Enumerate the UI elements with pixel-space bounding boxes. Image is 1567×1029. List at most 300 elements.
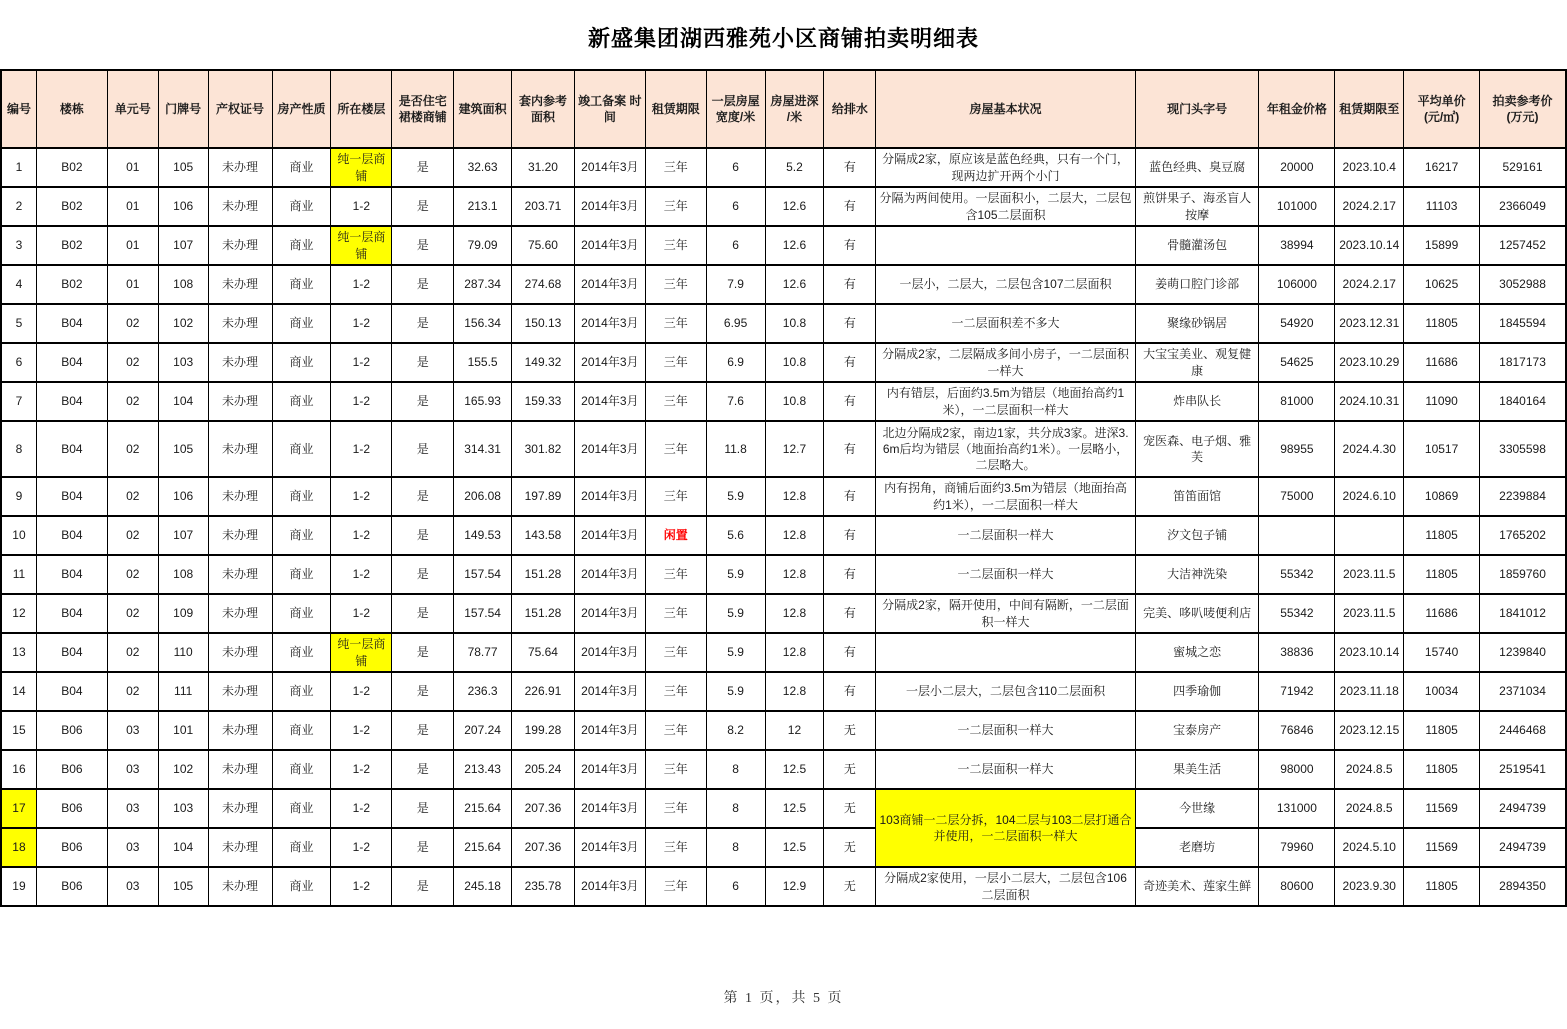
cell-floor: 1-2 bbox=[331, 187, 392, 226]
table-row bbox=[1, 421, 1566, 477]
cell-inner-area: 207.36 bbox=[512, 828, 575, 867]
cell-door: 111 bbox=[158, 672, 208, 711]
header-avg-price: 平均单价 (元/㎡) bbox=[1404, 70, 1480, 148]
cell-id: 1 bbox=[1, 148, 36, 187]
cell-nature: 商业 bbox=[272, 867, 331, 906]
cell-lease-until: 2024.5.10 bbox=[1335, 828, 1404, 867]
cell-unit: 01 bbox=[107, 226, 158, 265]
cell-rent: 75000 bbox=[1259, 477, 1335, 516]
cell-id: 2 bbox=[1, 187, 36, 226]
cell-completion: 2014年3月 bbox=[574, 828, 645, 867]
cell-ref-price: 1845594 bbox=[1480, 304, 1566, 343]
cell-id: 18 bbox=[1, 828, 36, 867]
cell-condition: 分隔成2家，隔开使用，中间有隔断，一二层面积一样大 bbox=[876, 594, 1135, 633]
cell-lease-until: 2023.12.31 bbox=[1335, 304, 1404, 343]
cell-rent: 106000 bbox=[1259, 265, 1335, 304]
table-row bbox=[1, 867, 1566, 906]
cell-lease-until: 2024.2.17 bbox=[1335, 265, 1404, 304]
cell-drainage: 有 bbox=[824, 343, 876, 382]
cell-id: 4 bbox=[1, 265, 36, 304]
cell-depth: 12.8 bbox=[765, 633, 824, 672]
cell-building: B06 bbox=[36, 711, 107, 750]
table-row bbox=[1, 633, 1566, 672]
cell-id: 3 bbox=[1, 226, 36, 265]
cell-nature: 商业 bbox=[272, 304, 331, 343]
cell-nature: 商业 bbox=[272, 477, 331, 516]
header-row bbox=[1, 70, 1566, 148]
cell-depth: 12.8 bbox=[765, 516, 824, 555]
cell-nature: 商业 bbox=[272, 226, 331, 265]
header-rent: 年租金价格 bbox=[1259, 70, 1335, 148]
cell-inner-area: 203.71 bbox=[512, 187, 575, 226]
cell-drainage: 有 bbox=[824, 594, 876, 633]
cell-area: 206.08 bbox=[454, 477, 512, 516]
cell-inner-area: 143.58 bbox=[512, 516, 575, 555]
cell-nature: 商业 bbox=[272, 555, 331, 594]
cell-id: 10 bbox=[1, 516, 36, 555]
cell-drainage: 有 bbox=[824, 672, 876, 711]
cell-drainage: 有 bbox=[824, 555, 876, 594]
cell-shop-name: 奇迹美术、莲家生鲜 bbox=[1135, 867, 1259, 906]
cell-unit: 02 bbox=[107, 516, 158, 555]
cell-drainage: 有 bbox=[824, 516, 876, 555]
cell-lease-until: 2023.10.14 bbox=[1335, 226, 1404, 265]
cell-condition bbox=[876, 633, 1135, 672]
cell-podium: 是 bbox=[392, 828, 454, 867]
cell-door: 104 bbox=[158, 828, 208, 867]
header-area: 建筑面积 bbox=[454, 70, 512, 148]
cell-inner-area: 151.28 bbox=[512, 594, 575, 633]
cell-building: B04 bbox=[36, 343, 107, 382]
cell-width: 5.6 bbox=[706, 516, 765, 555]
cell-building: B04 bbox=[36, 304, 107, 343]
cell-floor: 1-2 bbox=[331, 265, 392, 304]
cell-id: 13 bbox=[1, 633, 36, 672]
header-id: 编号 bbox=[1, 70, 36, 148]
cell-avg-price: 10625 bbox=[1404, 265, 1480, 304]
cell-depth: 12.7 bbox=[765, 421, 824, 477]
cell-rent: 81000 bbox=[1259, 382, 1335, 421]
table-row bbox=[1, 148, 1566, 187]
cell-area: 314.31 bbox=[454, 421, 512, 477]
cell-inner-area: 205.24 bbox=[512, 750, 575, 789]
cell-rent: 76846 bbox=[1259, 711, 1335, 750]
cell-door: 107 bbox=[158, 226, 208, 265]
cell-podium: 是 bbox=[392, 187, 454, 226]
cell-building: B04 bbox=[36, 516, 107, 555]
cell-depth: 10.8 bbox=[765, 382, 824, 421]
cell-depth: 12 bbox=[765, 711, 824, 750]
table-row bbox=[1, 516, 1566, 555]
cell-lease-term: 三年 bbox=[645, 148, 706, 187]
cell-inner-area: 159.33 bbox=[512, 382, 575, 421]
cell-inner-area: 75.64 bbox=[512, 633, 575, 672]
cell-condition: 分隔为两间使用。一层面积小，二层大，二层包含105二层面积 bbox=[876, 187, 1135, 226]
cell-podium: 是 bbox=[392, 382, 454, 421]
cell-avg-price: 11569 bbox=[1404, 789, 1480, 828]
cell-cert: 未办理 bbox=[208, 828, 272, 867]
cell-rent: 131000 bbox=[1259, 789, 1335, 828]
cell-unit: 01 bbox=[107, 148, 158, 187]
cell-id: 6 bbox=[1, 343, 36, 382]
cell-lease-term: 三年 bbox=[645, 789, 706, 828]
cell-podium: 是 bbox=[392, 750, 454, 789]
cell-id: 5 bbox=[1, 304, 36, 343]
cell-shop-name: 完美、哆叭唛便利店 bbox=[1135, 594, 1259, 633]
cell-building: B02 bbox=[36, 226, 107, 265]
cell-drainage: 无 bbox=[824, 789, 876, 828]
table-row bbox=[1, 555, 1566, 594]
cell-area: 215.64 bbox=[454, 789, 512, 828]
cell-podium: 是 bbox=[392, 304, 454, 343]
cell-ref-price: 2894350 bbox=[1480, 867, 1566, 906]
cell-avg-price: 15740 bbox=[1404, 633, 1480, 672]
cell-podium: 是 bbox=[392, 633, 454, 672]
cell-condition: 分隔成2家使用，一层小二层大，二层包含106二层面积 bbox=[876, 867, 1135, 906]
cell-shop-name: 四季瑜伽 bbox=[1135, 672, 1259, 711]
cell-ref-price: 2494739 bbox=[1480, 789, 1566, 828]
cell-unit: 03 bbox=[107, 828, 158, 867]
cell-nature: 商业 bbox=[272, 711, 331, 750]
cell-podium: 是 bbox=[392, 477, 454, 516]
cell-building: B04 bbox=[36, 633, 107, 672]
cell-unit: 02 bbox=[107, 672, 158, 711]
cell-condition: 内有错层，后面约3.5m为错层（地面抬高约1米），一二层面积一样大 bbox=[876, 382, 1135, 421]
cell-completion: 2014年3月 bbox=[574, 750, 645, 789]
cell-completion: 2014年3月 bbox=[574, 672, 645, 711]
cell-building: B06 bbox=[36, 867, 107, 906]
cell-depth: 5.2 bbox=[765, 148, 824, 187]
cell-drainage: 有 bbox=[824, 187, 876, 226]
cell-door: 105 bbox=[158, 148, 208, 187]
cell-condition: 分隔成2家，二层隔成多间小房子，一二层面积一样大 bbox=[876, 343, 1135, 382]
cell-drainage: 有 bbox=[824, 148, 876, 187]
cell-ref-price: 3052988 bbox=[1480, 265, 1566, 304]
cell-shop-name: 蓝色经典、臭豆腐 bbox=[1135, 148, 1259, 187]
table-body bbox=[1, 148, 1566, 906]
table-row bbox=[1, 594, 1566, 633]
cell-condition: 一二层面积差不多大 bbox=[876, 304, 1135, 343]
cell-lease-term: 三年 bbox=[645, 672, 706, 711]
cell-floor: 1-2 bbox=[331, 382, 392, 421]
cell-completion: 2014年3月 bbox=[574, 226, 645, 265]
cell-inner-area: 150.13 bbox=[512, 304, 575, 343]
cell-completion: 2014年3月 bbox=[574, 633, 645, 672]
cell-floor: 1-2 bbox=[331, 516, 392, 555]
header-width: 一层房屋 宽度/米 bbox=[706, 70, 765, 148]
cell-completion: 2014年3月 bbox=[574, 477, 645, 516]
cell-unit: 03 bbox=[107, 750, 158, 789]
cell-area: 245.18 bbox=[454, 867, 512, 906]
cell-podium: 是 bbox=[392, 148, 454, 187]
cell-nature: 商业 bbox=[272, 265, 331, 304]
cell-drainage: 有 bbox=[824, 421, 876, 477]
cell-area: 149.53 bbox=[454, 516, 512, 555]
cell-building: B06 bbox=[36, 750, 107, 789]
table-row bbox=[1, 343, 1566, 382]
cell-lease-term: 三年 bbox=[645, 265, 706, 304]
cell-ref-price: 2446468 bbox=[1480, 711, 1566, 750]
cell-condition: 一二层面积一样大 bbox=[876, 555, 1135, 594]
cell-floor: 纯一层商铺 bbox=[331, 148, 392, 187]
cell-shop-name: 大宝宝美业、观复健康 bbox=[1135, 343, 1259, 382]
cell-shop-name: 汐文包子铺 bbox=[1135, 516, 1259, 555]
header-nature: 房产性质 bbox=[272, 70, 331, 148]
cell-rent: 79960 bbox=[1259, 828, 1335, 867]
cell-door: 106 bbox=[158, 477, 208, 516]
cell-building: B04 bbox=[36, 555, 107, 594]
cell-rent: 98000 bbox=[1259, 750, 1335, 789]
cell-nature: 商业 bbox=[272, 187, 331, 226]
cell-cert: 未办理 bbox=[208, 789, 272, 828]
cell-ref-price: 1840164 bbox=[1480, 382, 1566, 421]
cell-area: 236.3 bbox=[454, 672, 512, 711]
cell-condition bbox=[876, 226, 1135, 265]
cell-inner-area: 149.32 bbox=[512, 343, 575, 382]
cell-depth: 12.8 bbox=[765, 477, 824, 516]
cell-area: 215.64 bbox=[454, 828, 512, 867]
cell-drainage: 无 bbox=[824, 828, 876, 867]
cell-completion: 2014年3月 bbox=[574, 711, 645, 750]
table-row bbox=[1, 711, 1566, 750]
table-header bbox=[1, 70, 1566, 148]
cell-area: 78.77 bbox=[454, 633, 512, 672]
cell-inner-area: 31.20 bbox=[512, 148, 575, 187]
auction-table bbox=[0, 69, 1567, 907]
header-building: 楼栋 bbox=[36, 70, 107, 148]
cell-completion: 2014年3月 bbox=[574, 382, 645, 421]
cell-podium: 是 bbox=[392, 711, 454, 750]
cell-width: 8.2 bbox=[706, 711, 765, 750]
cell-depth: 12.6 bbox=[765, 187, 824, 226]
table-row bbox=[1, 750, 1566, 789]
cell-floor: 1-2 bbox=[331, 750, 392, 789]
cell-depth: 12.6 bbox=[765, 226, 824, 265]
cell-lease-until: 2024.10.31 bbox=[1335, 382, 1404, 421]
cell-depth: 12.6 bbox=[765, 265, 824, 304]
cell-unit: 02 bbox=[107, 343, 158, 382]
cell-id: 12 bbox=[1, 594, 36, 633]
cell-area: 155.5 bbox=[454, 343, 512, 382]
cell-cert: 未办理 bbox=[208, 148, 272, 187]
cell-area: 213.1 bbox=[454, 187, 512, 226]
cell-floor: 1-2 bbox=[331, 789, 392, 828]
cell-inner-area: 197.89 bbox=[512, 477, 575, 516]
cell-cert: 未办理 bbox=[208, 343, 272, 382]
cell-nature: 商业 bbox=[272, 148, 331, 187]
cell-cert: 未办理 bbox=[208, 265, 272, 304]
cell-door: 104 bbox=[158, 382, 208, 421]
cell-lease-until: 2023.12.15 bbox=[1335, 711, 1404, 750]
cell-drainage: 有 bbox=[824, 304, 876, 343]
cell-nature: 商业 bbox=[272, 789, 331, 828]
cell-depth: 12.9 bbox=[765, 867, 824, 906]
cell-id: 19 bbox=[1, 867, 36, 906]
cell-avg-price: 11805 bbox=[1404, 304, 1480, 343]
cell-ref-price: 3305598 bbox=[1480, 421, 1566, 477]
cell-door: 103 bbox=[158, 789, 208, 828]
cell-rent: 54625 bbox=[1259, 343, 1335, 382]
cell-width: 5.9 bbox=[706, 633, 765, 672]
cell-avg-price: 11686 bbox=[1404, 594, 1480, 633]
cell-unit: 03 bbox=[107, 789, 158, 828]
header-lease-term: 租赁期限 bbox=[645, 70, 706, 148]
cell-drainage: 有 bbox=[824, 633, 876, 672]
cell-condition: 北边分隔成2家，南边1家，共分成3家。进深3.6m后均为错层（地面抬高约1米）。一层略小，二层略大。 bbox=[876, 421, 1135, 477]
cell-avg-price: 11805 bbox=[1404, 867, 1480, 906]
cell-rent: 38994 bbox=[1259, 226, 1335, 265]
cell-shop-name: 宠医森、电子烟、雅芙 bbox=[1135, 421, 1259, 477]
cell-lease-until: 2024.2.17 bbox=[1335, 187, 1404, 226]
cell-cert: 未办理 bbox=[208, 672, 272, 711]
cell-width: 6 bbox=[706, 226, 765, 265]
cell-rent: 55342 bbox=[1259, 555, 1335, 594]
cell-door: 110 bbox=[158, 633, 208, 672]
header-drainage: 给排水 bbox=[824, 70, 876, 148]
cell-cert: 未办理 bbox=[208, 555, 272, 594]
cell-ref-price: 1239840 bbox=[1480, 633, 1566, 672]
cell-condition: 一二层面积一样大 bbox=[876, 711, 1135, 750]
cell-cert: 未办理 bbox=[208, 867, 272, 906]
cell-inner-area: 274.68 bbox=[512, 265, 575, 304]
cell-drainage: 有 bbox=[824, 226, 876, 265]
cell-rent: 80600 bbox=[1259, 867, 1335, 906]
cell-nature: 商业 bbox=[272, 750, 331, 789]
cell-cert: 未办理 bbox=[208, 711, 272, 750]
cell-inner-area: 226.91 bbox=[512, 672, 575, 711]
cell-floor: 纯一层商铺 bbox=[331, 226, 392, 265]
cell-unit: 02 bbox=[107, 555, 158, 594]
cell-drainage: 有 bbox=[824, 477, 876, 516]
cell-door: 105 bbox=[158, 421, 208, 477]
cell-unit: 02 bbox=[107, 633, 158, 672]
cell-id: 17 bbox=[1, 789, 36, 828]
table-row bbox=[1, 382, 1566, 421]
cell-lease-term: 三年 bbox=[645, 828, 706, 867]
cell-shop-name: 笛笛面馆 bbox=[1135, 477, 1259, 516]
cell-unit: 02 bbox=[107, 421, 158, 477]
table-row bbox=[1, 477, 1566, 516]
cell-podium: 是 bbox=[392, 789, 454, 828]
cell-lease-until: 2024.4.30 bbox=[1335, 421, 1404, 477]
cell-ref-price: 1841012 bbox=[1480, 594, 1566, 633]
cell-area: 157.54 bbox=[454, 594, 512, 633]
cell-podium: 是 bbox=[392, 594, 454, 633]
cell-door: 103 bbox=[158, 343, 208, 382]
cell-completion: 2014年3月 bbox=[574, 789, 645, 828]
cell-area: 165.93 bbox=[454, 382, 512, 421]
cell-building: B06 bbox=[36, 789, 107, 828]
cell-inner-area: 151.28 bbox=[512, 555, 575, 594]
cell-avg-price: 16217 bbox=[1404, 148, 1480, 187]
cell-lease-term: 三年 bbox=[645, 226, 706, 265]
cell-building: B02 bbox=[36, 148, 107, 187]
cell-condition: 一二层面积一样大 bbox=[876, 750, 1135, 789]
cell-nature: 商业 bbox=[272, 421, 331, 477]
cell-drainage: 无 bbox=[824, 711, 876, 750]
cell-completion: 2014年3月 bbox=[574, 343, 645, 382]
cell-cert: 未办理 bbox=[208, 382, 272, 421]
cell-ref-price: 1257452 bbox=[1480, 226, 1566, 265]
cell-shop-name: 宝泰房产 bbox=[1135, 711, 1259, 750]
cell-width: 6.9 bbox=[706, 343, 765, 382]
cell-unit: 03 bbox=[107, 867, 158, 906]
cell-avg-price: 10517 bbox=[1404, 421, 1480, 477]
cell-door: 108 bbox=[158, 265, 208, 304]
cell-floor: 1-2 bbox=[331, 828, 392, 867]
cell-ref-price: 2519541 bbox=[1480, 750, 1566, 789]
cell-floor: 1-2 bbox=[331, 672, 392, 711]
cell-door: 102 bbox=[158, 304, 208, 343]
cell-condition: 一层小二层大，二层包含110二层面积 bbox=[876, 672, 1135, 711]
cell-lease-term: 三年 bbox=[645, 867, 706, 906]
cell-completion: 2014年3月 bbox=[574, 304, 645, 343]
table-row bbox=[1, 265, 1566, 304]
cell-completion: 2014年3月 bbox=[574, 516, 645, 555]
cell-rent: 101000 bbox=[1259, 187, 1335, 226]
cell-cert: 未办理 bbox=[208, 594, 272, 633]
cell-building: B02 bbox=[36, 187, 107, 226]
cell-depth: 12.8 bbox=[765, 594, 824, 633]
cell-building: B04 bbox=[36, 477, 107, 516]
cell-unit: 02 bbox=[107, 594, 158, 633]
cell-lease-until: 2023.10.14 bbox=[1335, 633, 1404, 672]
cell-ref-price: 2366049 bbox=[1480, 187, 1566, 226]
cell-cert: 未办理 bbox=[208, 421, 272, 477]
cell-lease-until: 2023.10.29 bbox=[1335, 343, 1404, 382]
cell-inner-area: 199.28 bbox=[512, 711, 575, 750]
cell-lease-term: 三年 bbox=[645, 750, 706, 789]
cell-width: 5.9 bbox=[706, 477, 765, 516]
cell-avg-price: 11569 bbox=[1404, 828, 1480, 867]
cell-id: 9 bbox=[1, 477, 36, 516]
cell-podium: 是 bbox=[392, 421, 454, 477]
table-row bbox=[1, 672, 1566, 711]
cell-cert: 未办理 bbox=[208, 750, 272, 789]
table-row bbox=[1, 304, 1566, 343]
cell-ref-price: 1859760 bbox=[1480, 555, 1566, 594]
cell-depth: 10.8 bbox=[765, 343, 824, 382]
cell-avg-price: 11686 bbox=[1404, 343, 1480, 382]
cell-floor: 1-2 bbox=[331, 594, 392, 633]
cell-inner-area: 207.36 bbox=[512, 789, 575, 828]
cell-shop-name: 姜萌口腔门诊部 bbox=[1135, 265, 1259, 304]
cell-rent: 98955 bbox=[1259, 421, 1335, 477]
cell-depth: 12.5 bbox=[765, 828, 824, 867]
cell-lease-until bbox=[1335, 516, 1404, 555]
cell-podium: 是 bbox=[392, 343, 454, 382]
cell-completion: 2014年3月 bbox=[574, 555, 645, 594]
cell-shop-name: 煎饼果子、海丞盲人按摩 bbox=[1135, 187, 1259, 226]
table-row bbox=[1, 226, 1566, 265]
cell-lease-term: 三年 bbox=[645, 594, 706, 633]
cell-condition: 分隔成2家，原应该是蓝色经典，只有一个门，现两边扩开两个小门 bbox=[876, 148, 1135, 187]
cell-floor: 1-2 bbox=[331, 304, 392, 343]
cell-width: 5.9 bbox=[706, 594, 765, 633]
cell-id: 16 bbox=[1, 750, 36, 789]
cell-avg-price: 11805 bbox=[1404, 711, 1480, 750]
cell-drainage: 有 bbox=[824, 265, 876, 304]
header-cert: 产权证号 bbox=[208, 70, 272, 148]
cell-floor: 1-2 bbox=[331, 477, 392, 516]
cell-door: 107 bbox=[158, 516, 208, 555]
cell-unit: 02 bbox=[107, 304, 158, 343]
cell-lease-until: 2024.8.5 bbox=[1335, 789, 1404, 828]
cell-depth: 12.8 bbox=[765, 555, 824, 594]
cell-area: 287.34 bbox=[454, 265, 512, 304]
cell-unit: 03 bbox=[107, 711, 158, 750]
cell-unit: 01 bbox=[107, 265, 158, 304]
